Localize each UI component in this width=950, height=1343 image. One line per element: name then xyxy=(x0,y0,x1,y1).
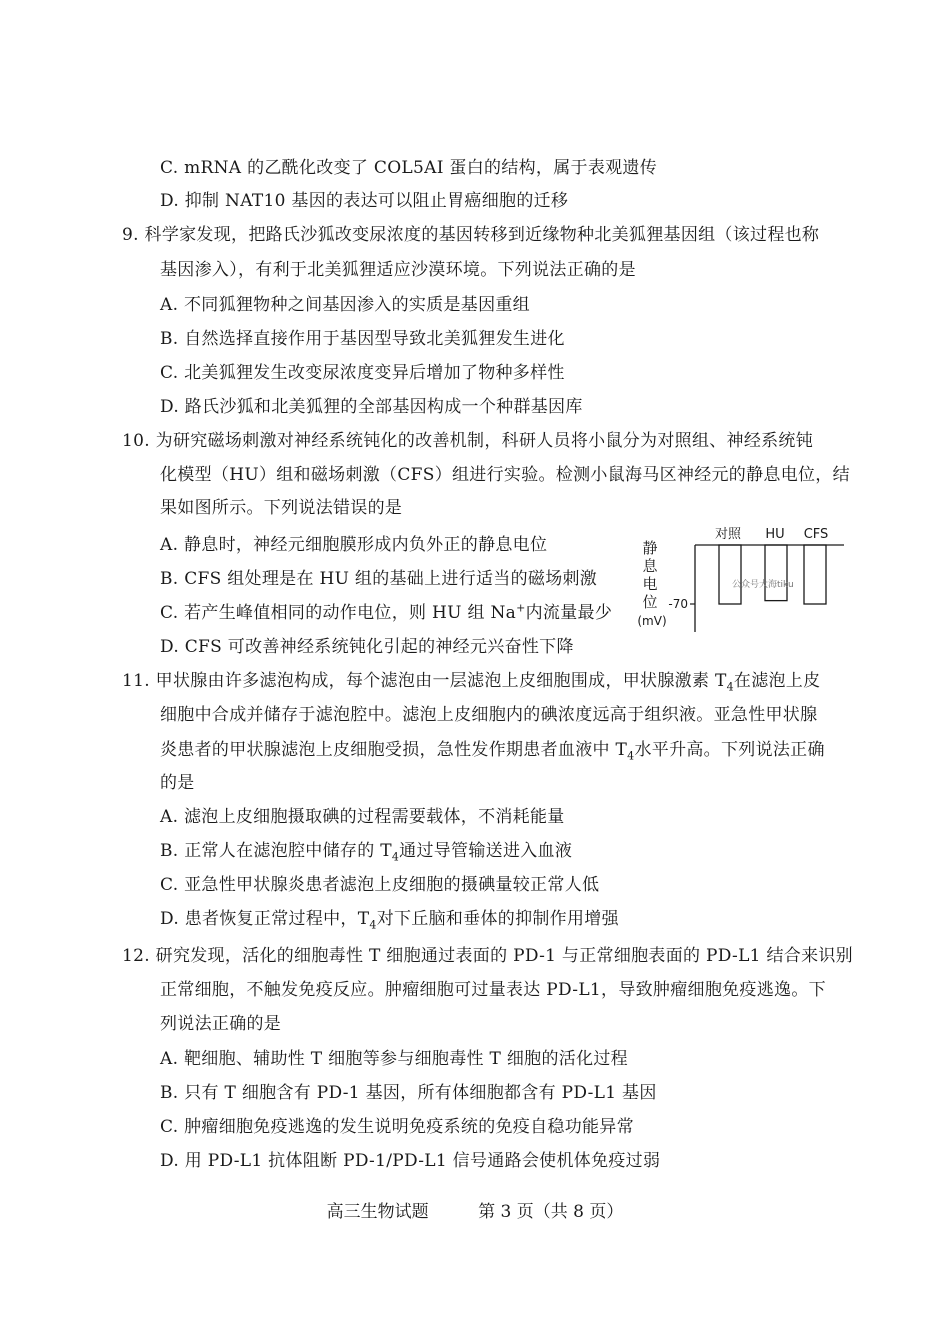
q11-option-b-sub: 4 xyxy=(391,850,400,864)
q11-option-c: C. 亚急性甲状腺炎患者滤泡上皮细胞的摄碘量较正常人低 xyxy=(160,875,600,895)
q11-option-a: A. 滤泡上皮细胞摄取碘的过程需要载体，不消耗能量 xyxy=(160,807,565,827)
q12-stem-line1: 12. 研究发现，活化的细胞毒性 T 细胞通过表面的 PD-1 与正常细胞表面的 PD-L1 结合来识别 xyxy=(122,946,853,966)
q11-stem-line4: 的是 xyxy=(160,773,195,793)
chart-category-label-0: 对照 xyxy=(714,527,742,542)
chart-watermark: 公众号大海tiku xyxy=(732,580,794,590)
chart-ylabel-unit: (mV) xyxy=(637,614,667,628)
q12-stem-line2: 正常细胞，不触发免疫反应。肿瘤细胞可过量表达 PD-L1，导致肿瘤细胞免疫逃逸。下 xyxy=(160,980,826,1000)
q8-option-d: D. 抑制 NAT10 基因的表达可以阻止胃癌细胞的迁移 xyxy=(160,191,569,211)
chart-ylabel-char-2: 电 xyxy=(642,575,658,593)
chart-bar-1 xyxy=(765,545,787,601)
q10-stem-line2: 化模型（HU）组和磁场刺激（CFS）组进行实验。检测小鼠海马区神经元的静息电位，结 xyxy=(160,465,850,485)
q11-option-d xyxy=(160,908,619,930)
q9-option-c: C. 北美狐狸发生改变尿浓度变异后增加了物种多样性 xyxy=(160,363,565,383)
q11-stem-line1-text-end: 在滤泡上皮 xyxy=(733,671,821,691)
q12-option-c: C. 肿瘤细胞免疫逃逸的发生说明免疫系统的免疫自稳功能异常 xyxy=(160,1117,634,1137)
q12-stem-line3: 列说法正确的是 xyxy=(160,1014,282,1034)
q9-option-b: B. 自然选择直接作用于基因型导致北美狐狸发生进化 xyxy=(160,329,565,349)
q11-option-b xyxy=(160,840,572,862)
q10-option-c-text: C. 若产生峰值相同的动作电位，则 HU 组 Na xyxy=(160,603,517,623)
q11-option-d-sub: 4 xyxy=(369,918,377,932)
q10-option-c-text-end: 内流量最少 xyxy=(525,603,613,623)
q11-stem-line3 xyxy=(160,739,825,761)
q9-stem-line1: 9. 科学家发现，把路氏沙狐改变尿浓度的基因转移到近缘物种北美狐狸基因组（该过程也称 xyxy=(122,225,820,245)
q11-stem-line1 xyxy=(122,670,820,692)
q12-option-a: A. 靶细胞、辅助性 T 细胞等参与细胞毒性 T 细胞的活化过程 xyxy=(160,1049,628,1069)
q11-stem-line3-text: 炎患者的甲状腺滤泡上皮细胞受损，急性发作期患者血液中 T xyxy=(160,740,628,760)
q10-option-b: B. CFS 组处理是在 HU 组的基础上进行适当的磁场刺激 xyxy=(160,569,598,589)
q8-option-c: C. mRNA 的乙酰化改变了 COL5AI 蛋白的结构，属于表观遗传 xyxy=(160,158,658,178)
q10-option-a: A. 静息时，神经元细胞膜形成内负外正的静息电位 xyxy=(160,535,548,555)
chart-ylabel-char-1: 息 xyxy=(642,557,658,575)
q10-stem-line1: 10. 为研究磁场刺激对神经系统钝化的改善机制，科研人员将小鼠分为对照组、神经系统钝 xyxy=(122,431,814,451)
q9-stem-line2: 基因渗入），有利于北美狐狸适应沙漠环境。下列说法正确的是 xyxy=(160,260,636,280)
chart-ylabel-char-0: 静 xyxy=(642,539,658,557)
chart-bar-0 xyxy=(719,545,741,604)
q11-stem-line3-sub: 4 xyxy=(627,749,635,763)
chart-ytick-label: -70 xyxy=(668,597,688,611)
q11-option-b-text: B. 正常人在滤泡腔中储存的 T xyxy=(160,841,392,861)
q10-stem-line3: 果如图所示。下列说法错误的是 xyxy=(160,498,403,518)
q11-option-d-text: D. 患者恢复正常过程中，T xyxy=(160,909,370,929)
resting-potential-chart xyxy=(630,520,850,640)
chart-category-label-2: CFS xyxy=(803,527,829,542)
q11-stem-line1-sub: 4 xyxy=(726,680,734,694)
q11-stem-line3-text-end: 水平升高。下列说法正确 xyxy=(634,740,825,760)
footer-subject: 高三生物试题 xyxy=(326,1202,429,1222)
q11-stem-line2: 细胞中合成并储存于滤泡腔中。滤泡上皮细胞内的碘浓度远高于组织液。亚急性甲状腺 xyxy=(160,705,818,725)
q10-option-c xyxy=(160,602,612,624)
q11-stem-line1-text: 11. 甲状腺由许多滤泡构成，每个滤泡由一层滤泡上皮细胞围成，甲状腺激素 T xyxy=(122,671,727,691)
q9-option-a: A. 不同狐狸物种之间基因渗入的实质是基因重组 xyxy=(160,295,530,315)
q9-option-d: D. 路氏沙狐和北美狐狸的全部基因构成一个种群基因库 xyxy=(160,397,583,417)
q12-option-b: B. 只有 T 细胞含有 PD-1 基因，所有体细胞都含有 PD-L1 基因 xyxy=(160,1083,657,1103)
q10-option-c-sup: + xyxy=(516,601,526,615)
q11-option-b-text-end: 通过导管输送进入血液 xyxy=(399,841,573,861)
q11-option-d-text-end: 对下丘脑和垂体的抑制作用增强 xyxy=(376,909,619,929)
q10-option-d: D. CFS 可改善神经系统钝化引起的神经元兴奋性下降 xyxy=(160,637,574,657)
q12-option-d: D. 用 PD-L1 抗体阻断 PD-1/PD-L1 信号通路会使机体免疫过弱 xyxy=(160,1151,661,1171)
chart-category-label-1: HU xyxy=(765,527,785,542)
chart-ylabel xyxy=(637,539,666,628)
chart-ylabel-char-3: 位 xyxy=(642,593,658,611)
chart-bar-2 xyxy=(804,545,826,604)
footer-page-number: 第 3 页（共 8 页） xyxy=(478,1202,624,1222)
page-footer xyxy=(0,1201,950,1223)
